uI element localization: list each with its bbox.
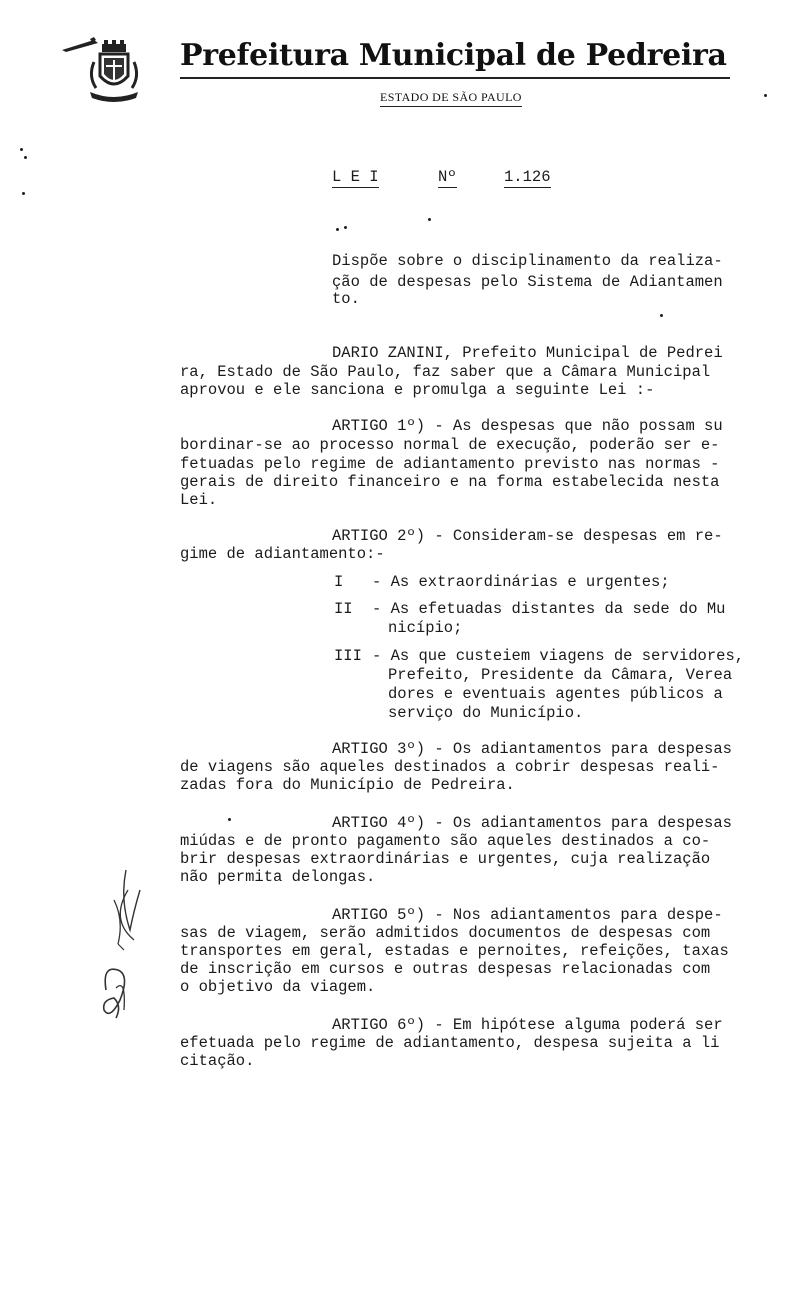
artigo-line: miúdas e de pronto pagamento são aqueles destinados a co- — [180, 832, 711, 850]
handwritten-initials — [100, 860, 160, 1030]
item-line: - As efetuadas distantes da sede do Mu — [372, 600, 726, 618]
preamble-line: DARIO ZANINI, Prefeito Municipal de Pedrei — [332, 344, 723, 362]
municipality-title: Prefeitura Municipal de Pedreira — [180, 38, 727, 73]
ementa-line: Dispõe sobre o disciplinamento da realiza- — [332, 252, 723, 270]
artigo-line: não permita delongas. — [180, 868, 376, 886]
item-line: serviço do Município. — [388, 704, 584, 722]
artigo-line: ARTIGO 2º) - Consideram-se despesas em re- — [332, 527, 723, 545]
item-numeral: III — [334, 647, 362, 665]
artigo-line: gime de adiantamento:- — [180, 545, 385, 563]
municipal-crest-icon — [60, 36, 150, 106]
scan-speck — [428, 218, 431, 221]
ementa-line: to. — [332, 290, 360, 308]
artigo-line: ARTIGO 1º) - As despesas que não possam su — [332, 417, 723, 435]
artigo-line: ARTIGO 6º) - Em hipótese alguma poderá ser — [332, 1016, 723, 1034]
artigo-line: de inscrição em cursos e outras despesas relacionadas com — [180, 960, 711, 978]
scan-speck — [344, 226, 347, 229]
artigo-line: ARTIGO 3º) - Os adiantamentos para despesas — [332, 740, 732, 758]
item-line: - As que custeiem viagens de servidores, — [372, 647, 745, 665]
ementa-line: ção de despesas pelo Sistema de Adiantamen — [332, 273, 723, 291]
artigo-line: brir despesas extraordinárias e urgentes, cuja realização — [180, 850, 711, 868]
item-numeral: II — [334, 600, 353, 618]
item-numeral: I — [334, 573, 344, 591]
artigo-line: sas de viagem, serão admitidos documentos de despesas com — [180, 924, 711, 942]
scan-speck — [20, 148, 23, 151]
artigo-line: o objetivo da viagem. — [180, 978, 376, 996]
artigo-line: ARTIGO 5º) - Nos adiantamentos para despe- — [332, 906, 723, 924]
artigo-line: fetuadas pelo regime de adiantamento previsto nas normas - — [180, 455, 720, 473]
scan-speck — [336, 228, 339, 231]
scan-speck — [22, 192, 25, 195]
preamble-line: ra, Estado de São Paulo, faz saber que a Câmara Municipal — [180, 363, 711, 381]
scan-speck — [24, 156, 27, 159]
law-number: 1.126 — [504, 168, 551, 186]
header-rule — [180, 77, 730, 79]
artigo-line: ARTIGO 4º) - Os adiantamentos para despesas — [332, 814, 732, 832]
artigo-line: gerais de direito financeiro e na forma estabelecida nesta — [180, 473, 720, 491]
item-line: nicípio; — [388, 619, 463, 637]
preamble-line: aprovou e ele sanciona e promulga a seguinte Lei :- — [180, 381, 655, 399]
state-subtitle: ESTADO DE SÃO PAULO — [380, 90, 522, 107]
scan-speck — [228, 818, 231, 821]
law-number-label: Nº — [438, 168, 457, 186]
scan-speck — [660, 314, 663, 317]
artigo-line: efetuada pelo regime de adiantamento, despesa sujeita a li — [180, 1034, 720, 1052]
artigo-line: zadas fora do Município de Pedreira. — [180, 776, 515, 794]
artigo-line: de viagens são aqueles destinados a cobrir despesas reali- — [180, 758, 720, 776]
scan-speck — [764, 94, 767, 97]
law-word: L E I — [332, 168, 379, 186]
item-line: - As extraordinárias e urgentes; — [372, 573, 670, 591]
artigo-line: citação. — [180, 1052, 255, 1070]
artigo-line: Lei. — [180, 491, 218, 509]
artigo-line: bordinar-se ao processo normal de execução, poderão ser e- — [180, 436, 720, 454]
item-line: dores e eventuais agentes públicos a — [388, 685, 723, 703]
item-line: Prefeito, Presidente da Câmara, Verea — [388, 666, 733, 684]
artigo-line: transportes em geral, estadas e pernoites, refeições, taxas — [180, 942, 729, 960]
